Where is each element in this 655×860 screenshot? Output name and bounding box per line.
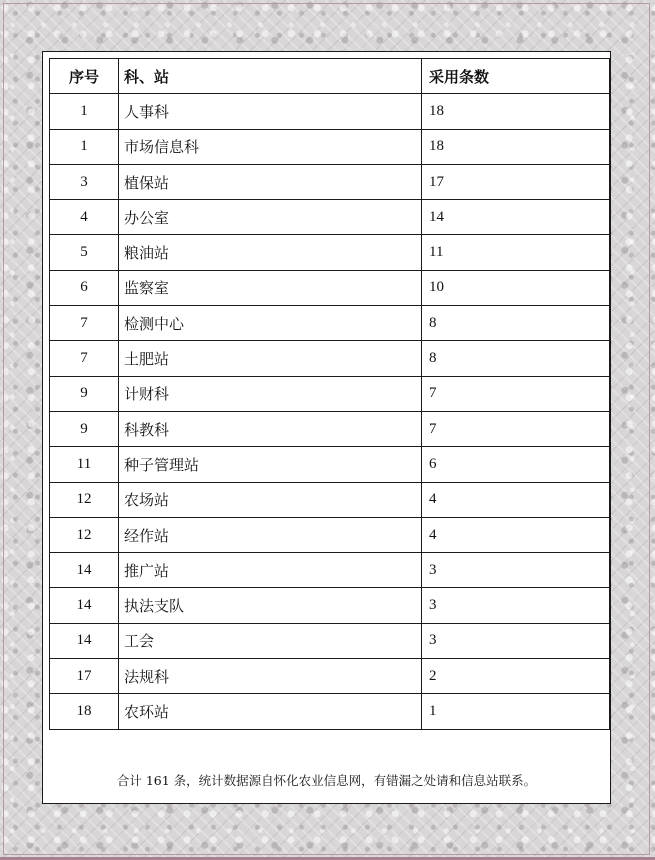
cell-seq: 9 [50, 376, 119, 411]
table-row [50, 200, 610, 235]
cell-department: 种子管理站 [119, 447, 422, 482]
cell-seq: 9 [50, 411, 119, 446]
cell-count: 18 [422, 129, 610, 164]
table-row [50, 588, 610, 623]
cell-count: 14 [422, 200, 610, 235]
cell-count: 7 [422, 376, 610, 411]
cell-department: 植保站 [119, 164, 422, 199]
cell-count: 6 [422, 447, 610, 482]
cell-seq: 14 [50, 623, 119, 658]
cell-count: 1 [422, 694, 610, 729]
table-body [50, 94, 610, 729]
cell-count: 2 [422, 659, 610, 694]
cell-department: 粮油站 [119, 235, 422, 270]
cell-department: 工会 [119, 623, 422, 658]
table-row [50, 553, 610, 588]
cell-seq: 7 [50, 306, 119, 341]
table-row [50, 694, 610, 729]
table-header-row [50, 59, 610, 94]
table-row [50, 482, 610, 517]
cell-seq: 12 [50, 482, 119, 517]
cell-count: 4 [422, 482, 610, 517]
table-row [50, 376, 610, 411]
statistics-table [49, 58, 610, 730]
cell-count: 3 [422, 623, 610, 658]
cell-seq: 11 [50, 447, 119, 482]
cell-seq: 7 [50, 341, 119, 376]
cell-seq: 14 [50, 588, 119, 623]
cell-count: 4 [422, 517, 610, 552]
cell-department: 推广站 [119, 553, 422, 588]
cell-seq: 4 [50, 200, 119, 235]
cell-department: 经作站 [119, 517, 422, 552]
cell-seq: 6 [50, 270, 119, 305]
cell-department: 农环站 [119, 694, 422, 729]
cell-department: 执法支队 [119, 588, 422, 623]
table-row [50, 447, 610, 482]
cell-count: 18 [422, 94, 610, 129]
cell-department: 人事科 [119, 94, 422, 129]
header-count: 采用条数 [422, 59, 610, 94]
cell-department: 法规科 [119, 659, 422, 694]
cell-department: 办公室 [119, 200, 422, 235]
table-row [50, 623, 610, 658]
cell-seq: 1 [50, 129, 119, 164]
table-row [50, 341, 610, 376]
cell-seq: 17 [50, 659, 119, 694]
table-row [50, 164, 610, 199]
cell-count: 3 [422, 553, 610, 588]
cell-department: 检测中心 [119, 306, 422, 341]
cell-seq: 3 [50, 164, 119, 199]
cell-seq: 1 [50, 94, 119, 129]
cell-count: 7 [422, 411, 610, 446]
cell-seq: 12 [50, 517, 119, 552]
cell-count: 11 [422, 235, 610, 270]
cell-count: 10 [422, 270, 610, 305]
footer-note: 合计 161 条，统计数据源自怀化农业信息网，有错漏之处请和信息站联系。 [116, 773, 537, 788]
table-row [50, 129, 610, 164]
cell-department: 农场站 [119, 482, 422, 517]
table-row [50, 411, 610, 446]
table-row [50, 235, 610, 270]
header-department: 科、站 [119, 59, 422, 94]
cell-department: 市场信息科 [119, 129, 422, 164]
table-row [50, 94, 610, 129]
header-seq: 序号 [50, 59, 119, 94]
cell-count: 3 [422, 588, 610, 623]
document-panel [42, 51, 611, 804]
cell-department: 科教科 [119, 411, 422, 446]
table-row [50, 517, 610, 552]
table-row [50, 306, 610, 341]
cell-seq: 14 [50, 553, 119, 588]
cell-seq: 18 [50, 694, 119, 729]
cell-seq: 5 [50, 235, 119, 270]
cell-department: 监察室 [119, 270, 422, 305]
table-row [50, 659, 610, 694]
cell-count: 8 [422, 341, 610, 376]
table-row [50, 270, 610, 305]
cell-count: 17 [422, 164, 610, 199]
cell-count: 8 [422, 306, 610, 341]
cell-department: 土肥站 [119, 341, 422, 376]
cell-department: 计财科 [119, 376, 422, 411]
